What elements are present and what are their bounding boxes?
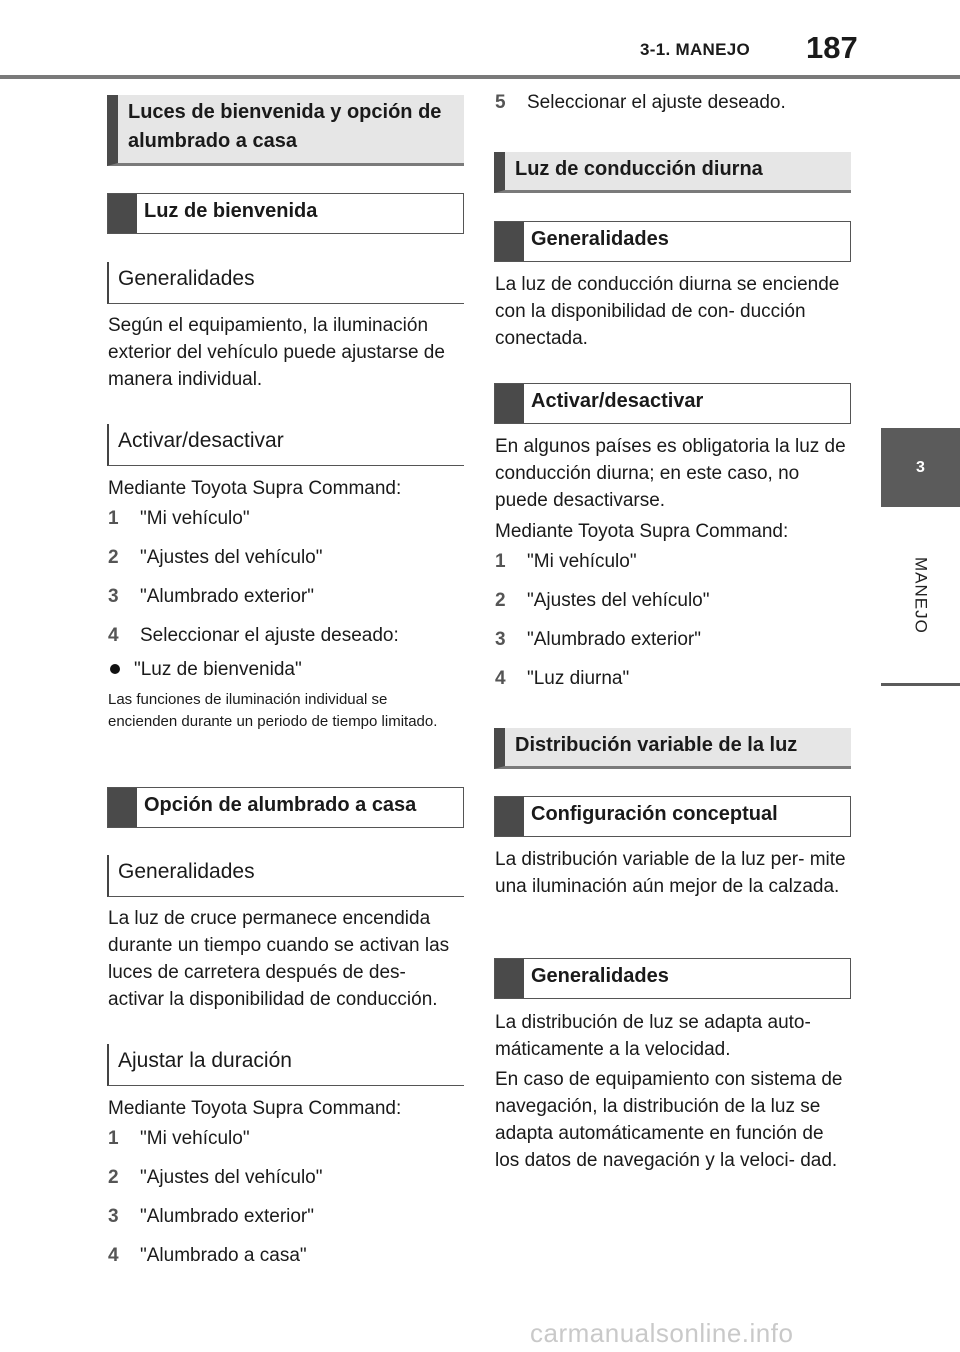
step-text: "Ajustes del vehículo" — [527, 590, 710, 611]
bullet-welcome-light — [110, 656, 302, 683]
step-number: 4 — [108, 625, 119, 646]
chapter-tab[interactable] — [881, 428, 960, 507]
paragraph-speed: La distribución de luz se adapta auto- máticamente a la velocidad. — [495, 1012, 811, 1060]
heading-general-right-2: Generalidades — [494, 958, 851, 999]
step-number: 3 — [108, 1206, 119, 1227]
step-item — [108, 505, 250, 532]
header-section: 3-1. MANEJO — [640, 40, 751, 59]
page-number: 187 — [806, 30, 858, 65]
heading-toggle-right: Activar/desactivar — [494, 383, 851, 424]
step-item — [108, 544, 322, 571]
step-number: 5 — [495, 92, 506, 113]
heading-welcome-light: Luz de bienvenida — [107, 193, 464, 234]
paragraph-drl: La luz de conducción diurna se enciende con la disponibilidad de con- ducción conectada. — [495, 274, 840, 349]
step-number: 1 — [495, 551, 506, 572]
chapter-label: MANEJO — [911, 556, 931, 634]
step-text: "Mi vehículo" — [527, 551, 637, 572]
paragraph-navigation: En caso de equipamiento con sistema de navegación, la distribución de la luz se adapta automáticamente en función de los datos de navegación y la veloci- dad. — [495, 1069, 843, 1171]
step-item — [495, 587, 709, 614]
paragraph-equipment: Según el equipamiento, la iluminación exterior del vehículo puede ajustarse de manera individual. — [108, 315, 445, 390]
step-text: Seleccionar el ajuste deseado: — [140, 625, 399, 646]
heading-concept: Configuración conceptual — [494, 796, 851, 837]
heading-general-2: Generalidades — [107, 855, 464, 897]
chapter-label-tab — [881, 507, 960, 683]
paragraph-via-command-right: Mediante Toyota Supra Command: — [495, 521, 789, 542]
step-text: "Alumbrado a casa" — [140, 1245, 307, 1266]
step-text: "Luz diurna" — [527, 668, 630, 689]
heading-daytime-running-light: Luz de conducción diurna — [494, 152, 851, 193]
step-text: "Alumbrado exterior" — [140, 1206, 315, 1227]
heading-variable-distribution: Distribución variable de la luz — [494, 728, 851, 769]
step-number: 3 — [108, 586, 119, 607]
step-text: "Ajustes del vehículo" — [140, 1167, 323, 1188]
step-number: 1 — [108, 508, 119, 529]
heading-toggle-left: Activar/desactivar — [107, 424, 464, 466]
step-number: 4 — [495, 668, 506, 689]
heading-home-light: Opción de alumbrado a casa — [107, 787, 464, 828]
step-item — [495, 89, 786, 116]
step-number: 2 — [495, 590, 506, 611]
chapter-number: 3 — [916, 458, 925, 476]
step-number: 4 — [108, 1245, 119, 1266]
step-item — [108, 1164, 322, 1191]
step-item — [108, 1242, 307, 1269]
heading-duration: Ajustar la duración — [107, 1044, 464, 1086]
step-item — [495, 665, 629, 692]
step-item — [108, 1203, 314, 1230]
heading-general-1: Generalidades — [107, 262, 464, 304]
step-item — [108, 583, 314, 610]
paragraph-drl-countries: En algunos países es obligatoria la luz de conducción diurna; en este caso, no puede desactivarse. — [495, 436, 846, 511]
paragraph-home-light: La luz de cruce permanece encendida durante un tiempo cuando se activan las luces de carretera después de des- activar la disponibilidad de conducción. — [108, 908, 450, 1010]
heading-welcome-home: Luces de bienvenida y opción de alumbrado a casa — [107, 95, 464, 166]
paragraph-distribution: La distribución variable de la luz per- mite una iluminación aún mejor de la calzada. — [495, 849, 846, 897]
step-number: 2 — [108, 547, 119, 568]
header-rule — [0, 75, 960, 79]
step-number: 2 — [108, 1167, 119, 1188]
note-welcome: Las funciones de iluminación individual se encienden durante un periodo de tiempo limitado. — [108, 691, 438, 730]
bullet-text: "Luz de bienvenida" — [134, 659, 302, 680]
bullet-dot-icon — [110, 664, 120, 674]
paragraph-via-command-1: Mediante Toyota Supra Command: — [108, 478, 402, 499]
chapter-tab-rule — [881, 683, 960, 686]
step-text: "Mi vehículo" — [140, 508, 250, 529]
step-item — [108, 622, 399, 649]
step-number: 1 — [108, 1128, 119, 1149]
step-text: "Alumbrado exterior" — [140, 586, 315, 607]
step-text: "Alumbrado exterior" — [527, 629, 702, 650]
heading-general-right-1: Generalidades — [494, 221, 851, 262]
step-item — [495, 626, 701, 653]
step-item — [108, 1125, 250, 1152]
step-text: "Ajustes del vehículo" — [140, 547, 323, 568]
step-text: "Mi vehículo" — [140, 1128, 250, 1149]
step-item — [495, 548, 637, 575]
step-number: 3 — [495, 629, 506, 650]
paragraph-via-command-2: Mediante Toyota Supra Command: — [108, 1098, 402, 1119]
step-text: Seleccionar el ajuste deseado. — [527, 92, 786, 113]
footer-watermark: carmanualsonline.info — [530, 1318, 794, 1348]
